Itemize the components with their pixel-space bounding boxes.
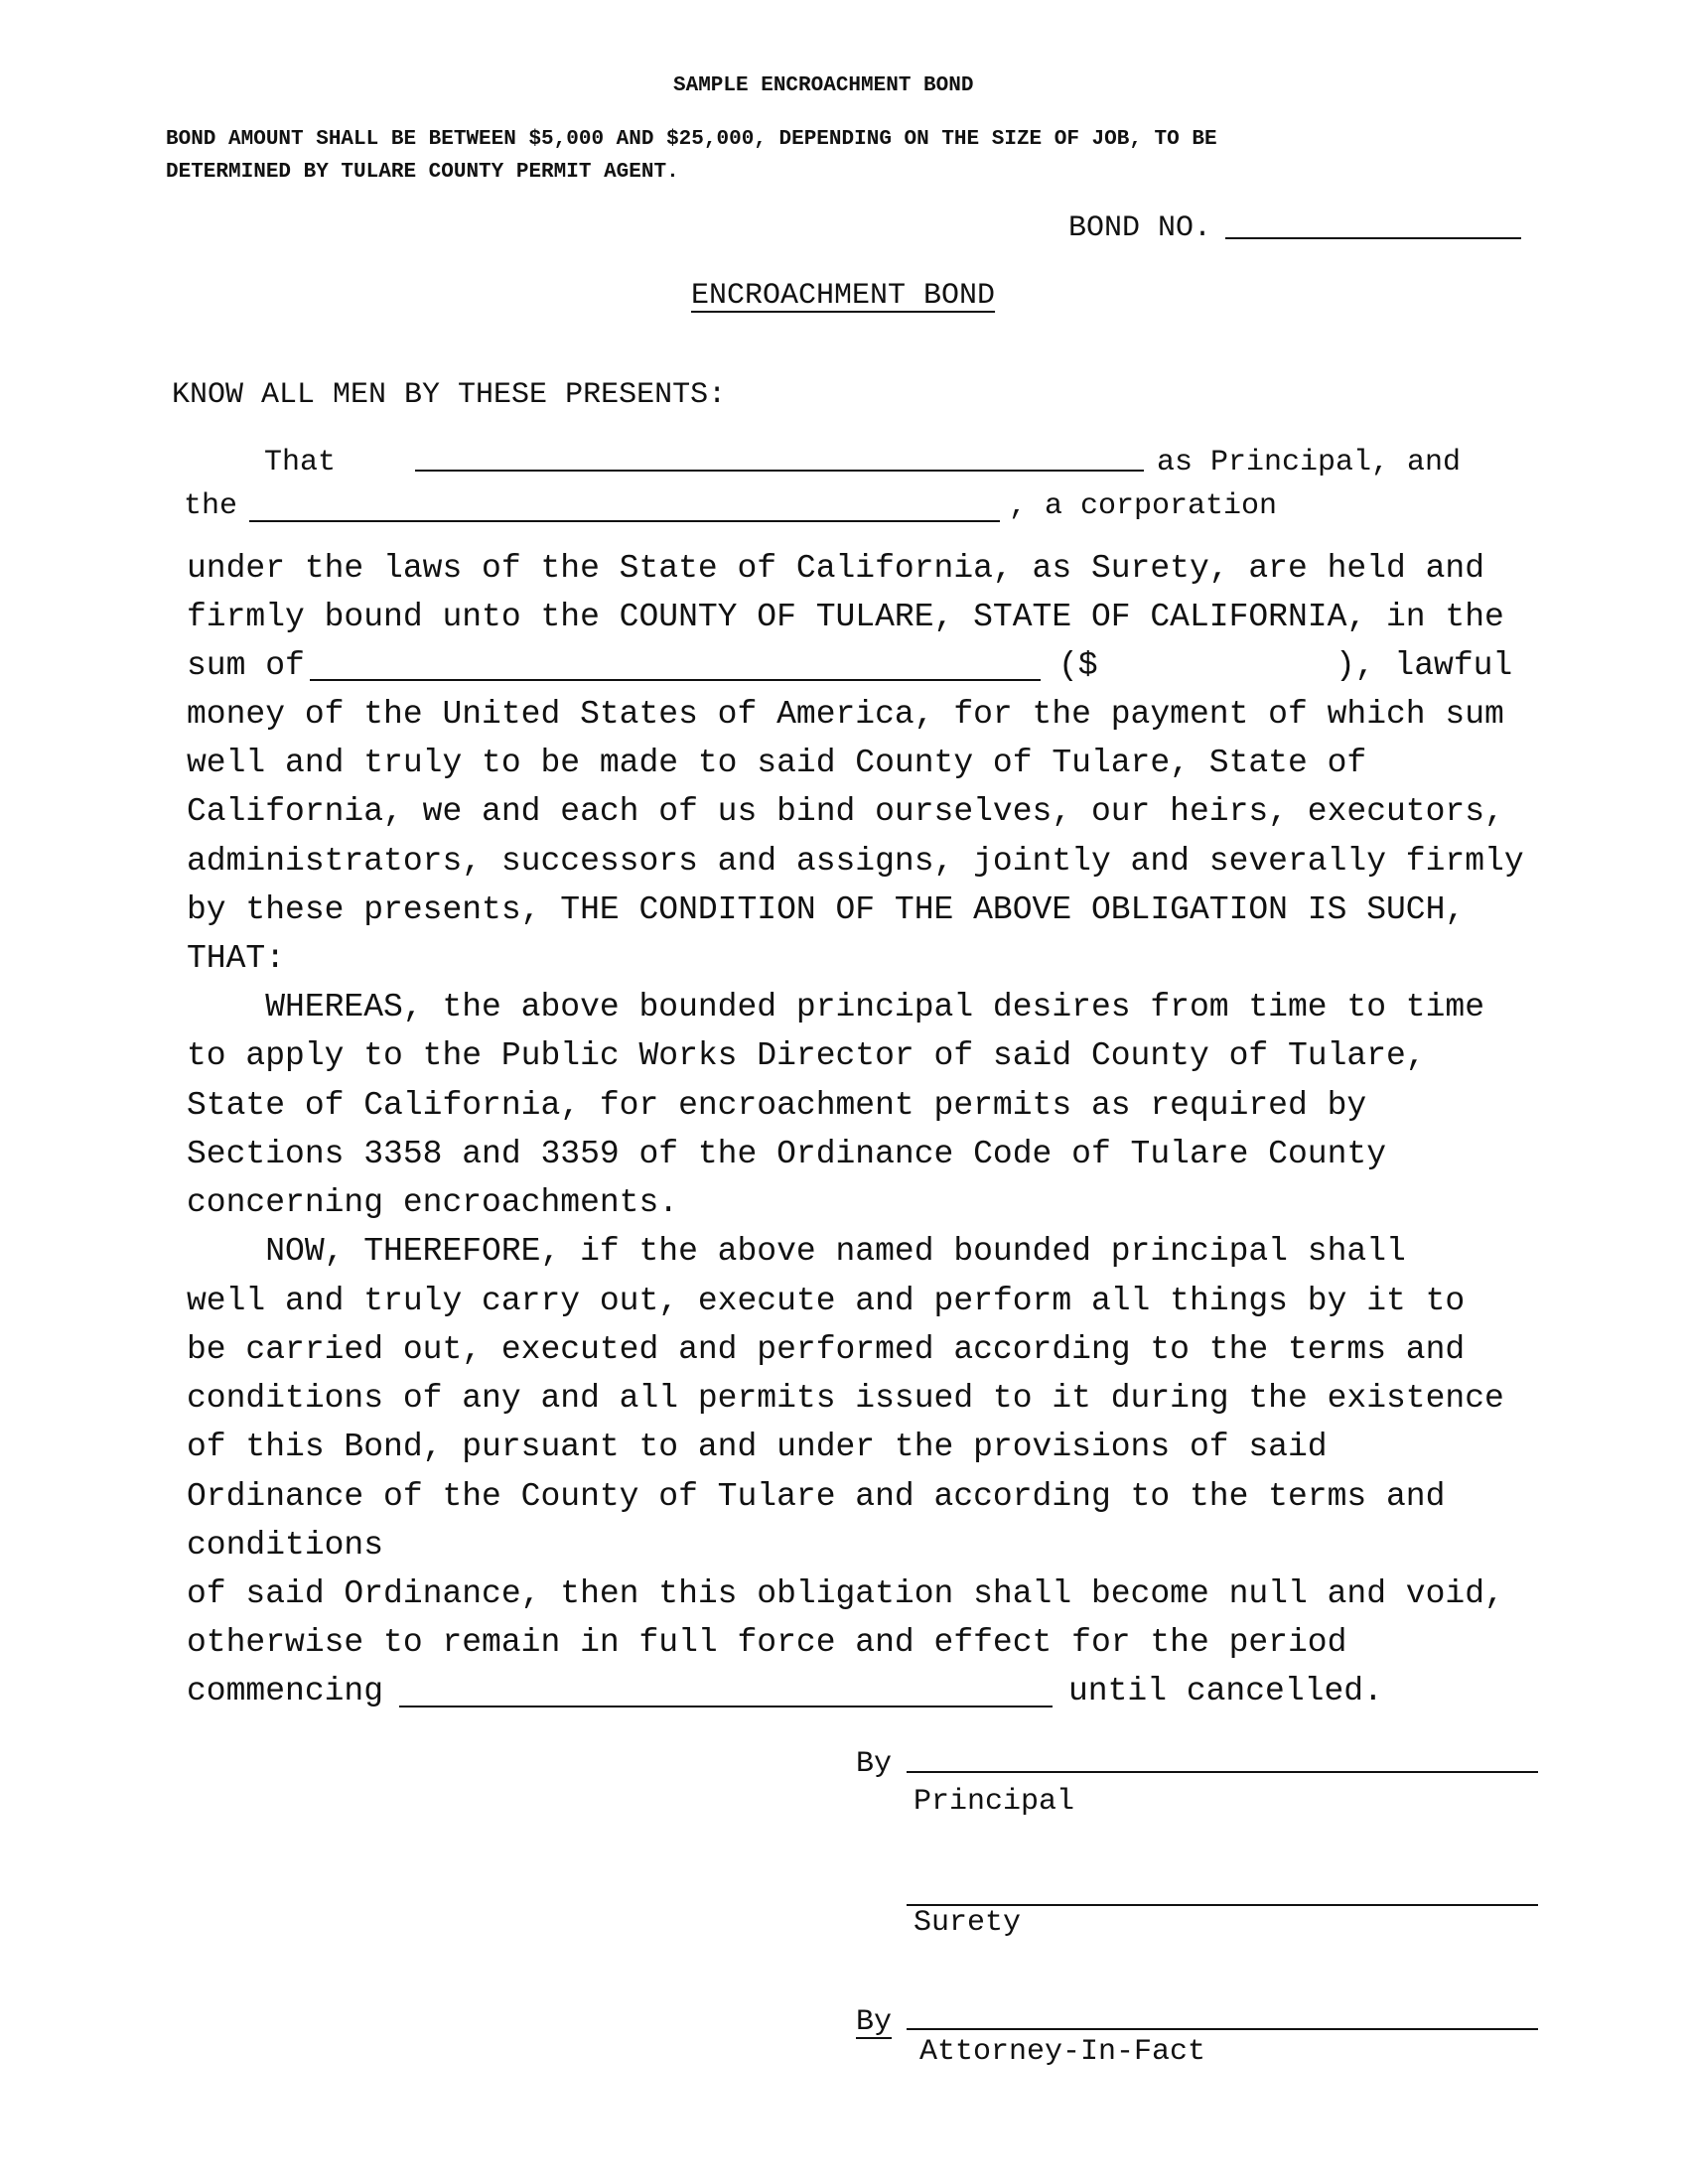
body-line: California, we and each of us bind ourselves, our heirs, executors, xyxy=(187,793,1504,830)
sum-of-label: sum of xyxy=(187,647,305,684)
body-line: to apply to the Public Works Director of said County of Tulare, xyxy=(187,1037,1426,1074)
body-line: Sections 3358 and 3359 of the Ordinance Code of Tulare County xyxy=(187,1136,1386,1172)
principal-suffix: as Principal, and xyxy=(1157,446,1462,479)
body-line: otherwise to remain in full force and effect for the period xyxy=(187,1624,1347,1661)
by-label-principal: By xyxy=(856,1747,893,1781)
body-line: concerning encroachments. xyxy=(187,1184,679,1221)
body-line: well and truly to be made to said County of Tulare, State of xyxy=(187,745,1367,781)
body-line: THAT: xyxy=(187,940,286,977)
by-label-attorney: By xyxy=(856,2005,893,2039)
bond-no-label: BOND NO. xyxy=(1068,211,1212,245)
sum-words-field[interactable] xyxy=(310,679,1041,681)
until-cancelled-label: until cancelled. xyxy=(1068,1673,1383,1709)
body-line: administrators, successors and assigns, jointly and severally firmly xyxy=(187,843,1524,880)
body-line: conditions xyxy=(187,1527,384,1564)
page-title: SAMPLE ENCROACHMENT BOND xyxy=(673,74,974,97)
opening-statement: KNOW ALL MEN BY THESE PRESENTS: xyxy=(172,378,727,412)
body-line: WHEREAS, the above bounded principal desires from time to time xyxy=(187,989,1485,1025)
body-line: money of the United States of America, for the payment of which sum xyxy=(187,696,1504,733)
body-line: of said Ordinance, then this obligation shall become null and void, xyxy=(187,1575,1504,1612)
form-heading: ENCROACHMENT BOND xyxy=(691,279,996,313)
surety-caption: Surety xyxy=(914,1906,1022,1940)
commencing-date-field[interactable] xyxy=(399,1706,1053,1707)
attorney-caption: Attorney-In-Fact xyxy=(919,2035,1206,2069)
the-label: the xyxy=(184,489,238,523)
body-line: well and truly carry out, execute and perform all things by it to xyxy=(187,1283,1466,1319)
that-label: That xyxy=(264,446,337,479)
body-line: firmly bound unto the COUNTY OF TULARE, STATE OF CALIFORNIA, in the xyxy=(187,599,1504,635)
body-line: under the laws of the State of California, as Surety, are held and xyxy=(187,550,1485,587)
body-line: of this Bond, pursuant to and under the provisions of said xyxy=(187,1429,1328,1465)
bond-no-field[interactable] xyxy=(1225,237,1521,239)
surety-name-field[interactable] xyxy=(249,520,1000,522)
attorney-signature-field[interactable] xyxy=(907,2028,1538,2030)
commencing-label: commencing xyxy=(187,1673,384,1709)
body-line: Ordinance of the County of Tulare and according to the terms and xyxy=(187,1478,1446,1515)
principal-signature-field[interactable] xyxy=(907,1771,1538,1773)
body-line: conditions of any and all permits issued to it during the existence xyxy=(187,1380,1504,1417)
body-line: by these presents, THE CONDITION OF THE ABOVE OBLIGATION IS SUCH, xyxy=(187,891,1466,928)
bond-amount-note-line-2: DETERMINED BY TULARE COUNTY PERMIT AGENT. xyxy=(166,161,679,184)
body-line: be carried out, executed and performed according to the terms and xyxy=(187,1331,1466,1368)
principal-caption: Principal xyxy=(914,1785,1075,1819)
dollar-open: ($ xyxy=(1058,647,1098,684)
dollar-close: ), lawful xyxy=(1336,647,1513,684)
principal-name-field[interactable] xyxy=(415,470,1144,472)
body-line: State of California, for encroachment permits as required by xyxy=(187,1087,1367,1124)
body-line: NOW, THEREFORE, if the above named bounded principal shall xyxy=(187,1233,1406,1270)
bond-amount-note-line-1: BOND AMOUNT SHALL BE BETWEEN $5,000 AND $25,000, DEPENDING ON THE SIZE OF JOB, TO BE xyxy=(166,128,1217,151)
corporation-suffix: , a corporation xyxy=(1009,489,1278,523)
